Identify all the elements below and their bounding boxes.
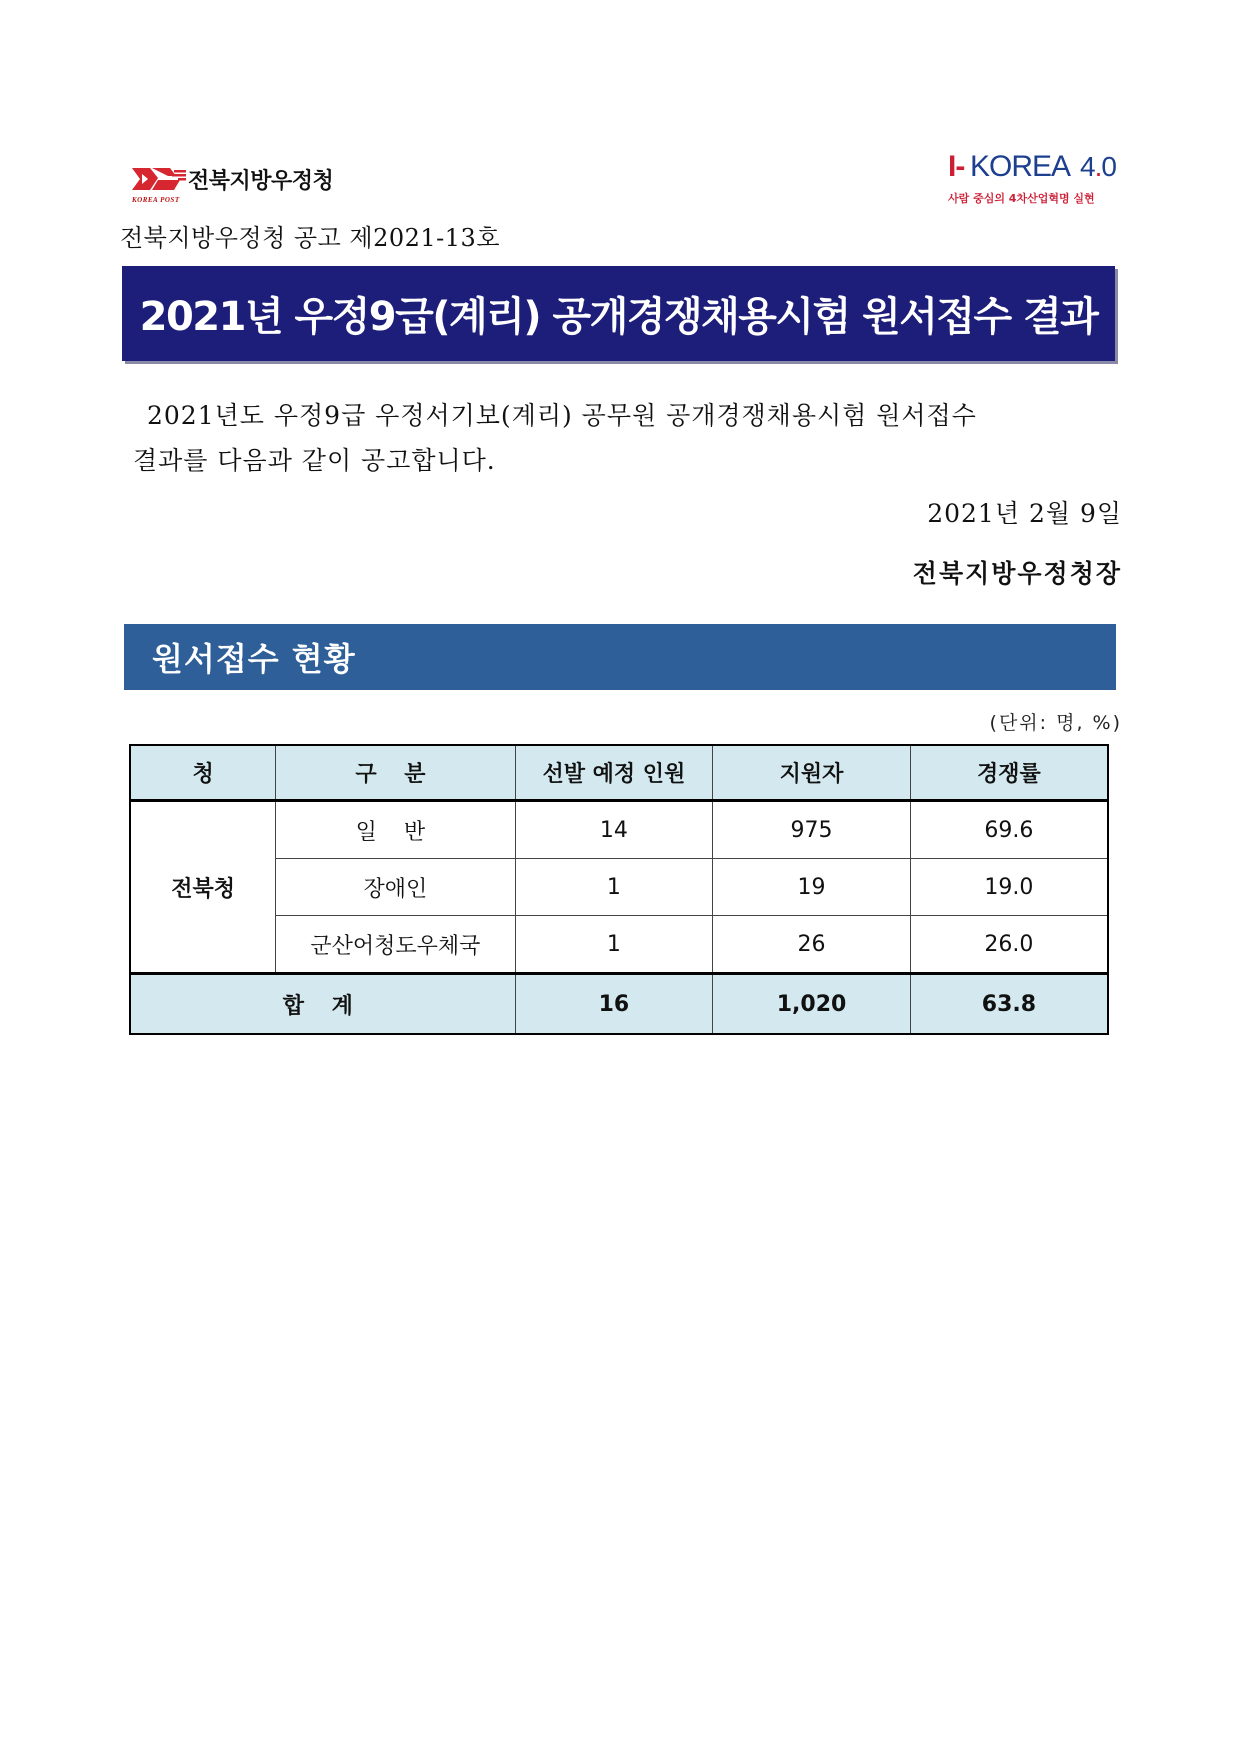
- i-korea-slogan: 사람 중심의 4차산업혁명 실현: [948, 192, 1095, 205]
- total-label: 합 계: [130, 974, 515, 1035]
- applicants-cell: 26: [713, 916, 911, 974]
- header-category: 구 분: [276, 745, 515, 801]
- i-korea-version-dot: .: [1094, 151, 1102, 182]
- announcement-date: 2021년 2월 9일: [927, 499, 1122, 528]
- planned-cell: 1: [515, 916, 713, 974]
- category-cell: 일 반: [276, 801, 515, 859]
- header-ratio: 경쟁률: [910, 745, 1108, 801]
- i-korea-word: KOREA: [970, 150, 1071, 183]
- korea-post-logo: [130, 162, 370, 210]
- applicants-cell: 19: [713, 859, 911, 916]
- region-cell: 전북청: [130, 801, 276, 974]
- ratio-cell: 19.0: [910, 859, 1108, 916]
- title-banner: [122, 266, 1115, 361]
- korea-post-logo-text: 전북지방우정청: [188, 168, 334, 194]
- table-header-row: [130, 745, 1108, 801]
- ratio-cell: 26.0: [910, 916, 1108, 974]
- page-title: 2021년 우정9급(계리) 공개경쟁채용시험 원서접수 결과: [139, 294, 1098, 340]
- notice-number: 전북지방우정청 공고 제2021-13호: [120, 224, 501, 252]
- applicants-cell: 975: [713, 801, 911, 859]
- ratio-cell: 69.6: [910, 801, 1108, 859]
- total-planned: 16: [515, 974, 713, 1035]
- i-korea-version: [1080, 151, 1116, 183]
- planned-cell: 14: [515, 801, 713, 859]
- header-planned: 선발 예정 인원: [515, 745, 713, 801]
- section-header: [124, 624, 1116, 690]
- category-cell: 장애인: [276, 859, 515, 916]
- total-applicants: 1,020: [713, 974, 911, 1035]
- section-title: 원서접수 현황: [152, 640, 356, 678]
- header-applicants: 지원자: [713, 745, 911, 801]
- table-row: [130, 859, 1108, 916]
- table-row: [130, 916, 1108, 974]
- i-korea-i: I-: [948, 150, 965, 183]
- i-korea-version-minor: 0: [1101, 151, 1116, 182]
- table-total-row: [130, 974, 1108, 1035]
- issuer-name: 전북지방우정청장: [912, 559, 1122, 588]
- planned-cell: 1: [515, 859, 713, 916]
- korea-post-emblem-icon: [130, 164, 188, 194]
- table-row: [130, 801, 1108, 859]
- i-korea-version-major: 4: [1080, 151, 1095, 182]
- unit-label: (단위: 명, %): [989, 712, 1122, 734]
- announcement-body: [133, 393, 1123, 483]
- announcement-body-line-1: 2021년도 우정9급 우정서기보(계리) 공무원 공개경쟁채용시험 원서접수: [147, 401, 977, 430]
- header-office: 청: [130, 745, 276, 801]
- korea-post-logo-sub: KOREA POST: [132, 196, 180, 204]
- announcement-body-line-2: 결과를 다음과 같이 공고합니다.: [133, 446, 496, 475]
- total-ratio: 63.8: [910, 974, 1108, 1035]
- i-korea-logo: [948, 150, 1128, 210]
- category-cell: 군산어청도우체국: [276, 916, 515, 974]
- application-status-table: [129, 744, 1109, 1035]
